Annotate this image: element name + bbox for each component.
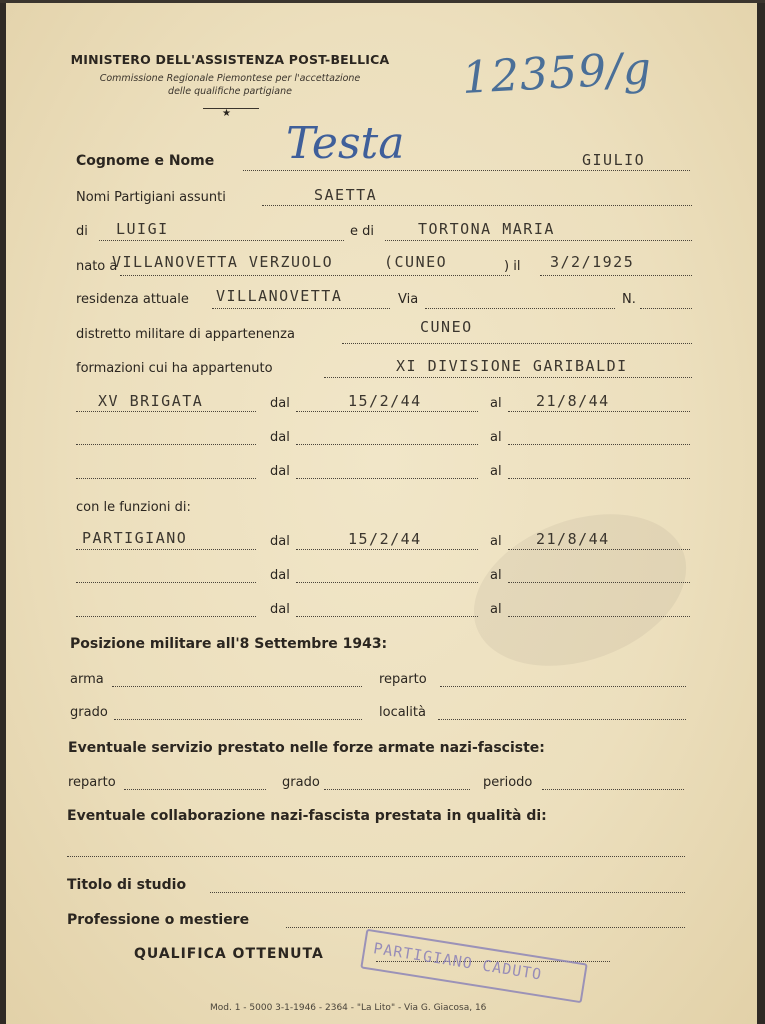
residenza-line — [212, 308, 390, 309]
distretto-label: distretto militare di appartenenza — [76, 327, 295, 342]
formation-dal: 15/2/44 — [348, 392, 422, 410]
dal-line — [296, 616, 478, 617]
al-label: al — [490, 464, 502, 479]
al-line — [508, 478, 690, 479]
residenza-label: residenza attuale — [76, 292, 189, 307]
distretto-value: CUNEO — [420, 318, 473, 336]
data-nascita-value: 3/2/1925 — [550, 253, 635, 271]
nomi-partigiani-line — [262, 205, 692, 206]
titolo-studio-label: Titolo di studio — [67, 877, 187, 893]
card-left-edge — [0, 0, 6, 1024]
al-label: al — [490, 602, 502, 617]
formation-name-line — [76, 411, 256, 412]
dal-line — [296, 444, 478, 445]
dal-line — [296, 549, 478, 550]
via-label: Via — [398, 292, 419, 307]
dal-line — [296, 582, 478, 583]
periodo-label: periodo — [483, 775, 533, 790]
data-nascita-line — [540, 275, 692, 276]
e-di-label: e di — [350, 224, 374, 239]
cognome-handwritten: Testa — [286, 118, 405, 169]
formation-name: XV BRIGATA — [98, 392, 204, 410]
dal-label: dal — [270, 430, 290, 445]
al-label: al — [490, 568, 502, 583]
formazioni-line — [324, 377, 692, 378]
commission-line-1: Commissione Regionale Piemontese per l'accettazione — [99, 73, 361, 84]
al-line — [508, 616, 690, 617]
function-name-line — [76, 616, 256, 617]
reparto-label: reparto — [379, 672, 427, 687]
via-line — [425, 308, 615, 309]
arma-label: arma — [70, 672, 104, 687]
function-al: 21/8/44 — [536, 530, 610, 548]
di-label: di — [76, 224, 88, 239]
function-name-line — [76, 549, 256, 550]
collaboration-heading: Eventuale collaborazione nazi-fascista prestata in qualità di: — [67, 808, 547, 824]
registration-number: 12359/g — [460, 43, 654, 104]
titolo-studio-line — [210, 892, 685, 893]
madre-line — [385, 240, 692, 241]
nazi-reparto-label: reparto — [68, 775, 116, 790]
al-line — [508, 549, 690, 550]
dal-line — [296, 478, 478, 479]
footer-print-info: Mod. 1 - 5000 3-1-1946 - 2364 - "La Lito" - Via G. Giacosa, 16 — [210, 1003, 487, 1013]
dal-line — [296, 411, 478, 412]
al-line — [508, 444, 690, 445]
nomi-partigiani-value: SAETTA — [314, 186, 378, 204]
al-label: al — [490, 430, 502, 445]
function-dal: 15/2/44 — [348, 530, 422, 548]
formazioni-value: XI DIVISIONE GARIBALDI — [396, 357, 628, 375]
function-name-line — [76, 582, 256, 583]
dal-label: dal — [270, 534, 290, 549]
qualifica-label: QUALIFICA OTTENUTA — [134, 946, 324, 962]
function-name: PARTIGIANO — [82, 529, 188, 547]
nazi-grado-line — [324, 789, 470, 790]
dal-label: dal — [270, 568, 290, 583]
nazi-service-heading: Eventuale servizio prestato nelle forze armate nazi-fasciste: — [68, 740, 545, 756]
grado-line — [114, 719, 362, 720]
localita-line — [438, 719, 686, 720]
cognome-nome-label: Cognome e Nome — [76, 153, 215, 169]
al-label: al — [490, 534, 502, 549]
funzioni-label: con le funzioni di: — [76, 500, 191, 515]
padre-line — [99, 240, 344, 241]
commission-line-2: delle qualifiche partigiane — [168, 86, 292, 97]
dal-label: dal — [270, 602, 290, 617]
collaboration-line — [67, 856, 685, 857]
n-label: N. — [622, 292, 636, 307]
al-line — [508, 411, 690, 412]
header-rule — [203, 108, 259, 109]
formation-al: 21/8/44 — [536, 392, 610, 410]
cognome-nome-line — [243, 170, 690, 171]
nomi-partigiani-label: Nomi Partigiani assunti — [76, 190, 226, 205]
formation-name-line — [76, 478, 256, 479]
card-right-edge — [757, 0, 765, 1024]
il-label: ) il — [504, 259, 521, 274]
nato-line — [120, 275, 510, 276]
star-icon: ★ — [222, 108, 231, 119]
padre-value: LUIGI — [116, 220, 169, 238]
stamp-text: PARTIGIANO CADUTO — [372, 939, 544, 984]
dal-label: dal — [270, 396, 290, 411]
dal-label: dal — [270, 464, 290, 479]
reparto-line — [440, 686, 686, 687]
nome-value: GIULIO — [582, 151, 646, 169]
distretto-line — [342, 343, 692, 344]
paper-stain — [453, 487, 708, 694]
al-label: al — [490, 396, 502, 411]
military-heading: Posizione militare all'8 Settembre 1943: — [70, 636, 388, 652]
nazi-reparto-line — [124, 789, 266, 790]
formazioni-label: formazioni cui ha appartenuto — [76, 361, 273, 376]
prov-value: (CUNEO — [384, 253, 448, 271]
n-line — [640, 308, 692, 309]
formation-name-line — [76, 444, 256, 445]
residenza-value: VILLANOVETTA — [216, 287, 343, 305]
nato-label: nato a — [76, 259, 118, 274]
professione-line — [286, 927, 685, 928]
arma-line — [112, 686, 362, 687]
nazi-grado-label: grado — [282, 775, 320, 790]
card-top-edge — [0, 0, 765, 3]
periodo-line — [542, 789, 684, 790]
al-line — [508, 582, 690, 583]
ministry-title: MINISTERO DELL'ASSISTENZA POST-BELLICA — [70, 52, 390, 67]
professione-label: Professione o mestiere — [67, 912, 250, 928]
grado-label: grado — [70, 705, 108, 720]
nato-value: VILLANOVETTA VERZUOLO — [112, 253, 334, 271]
partigiano-caduto-stamp — [360, 929, 587, 1004]
madre-value: TORTONA MARIA — [418, 220, 555, 238]
localita-label: località — [379, 705, 426, 720]
